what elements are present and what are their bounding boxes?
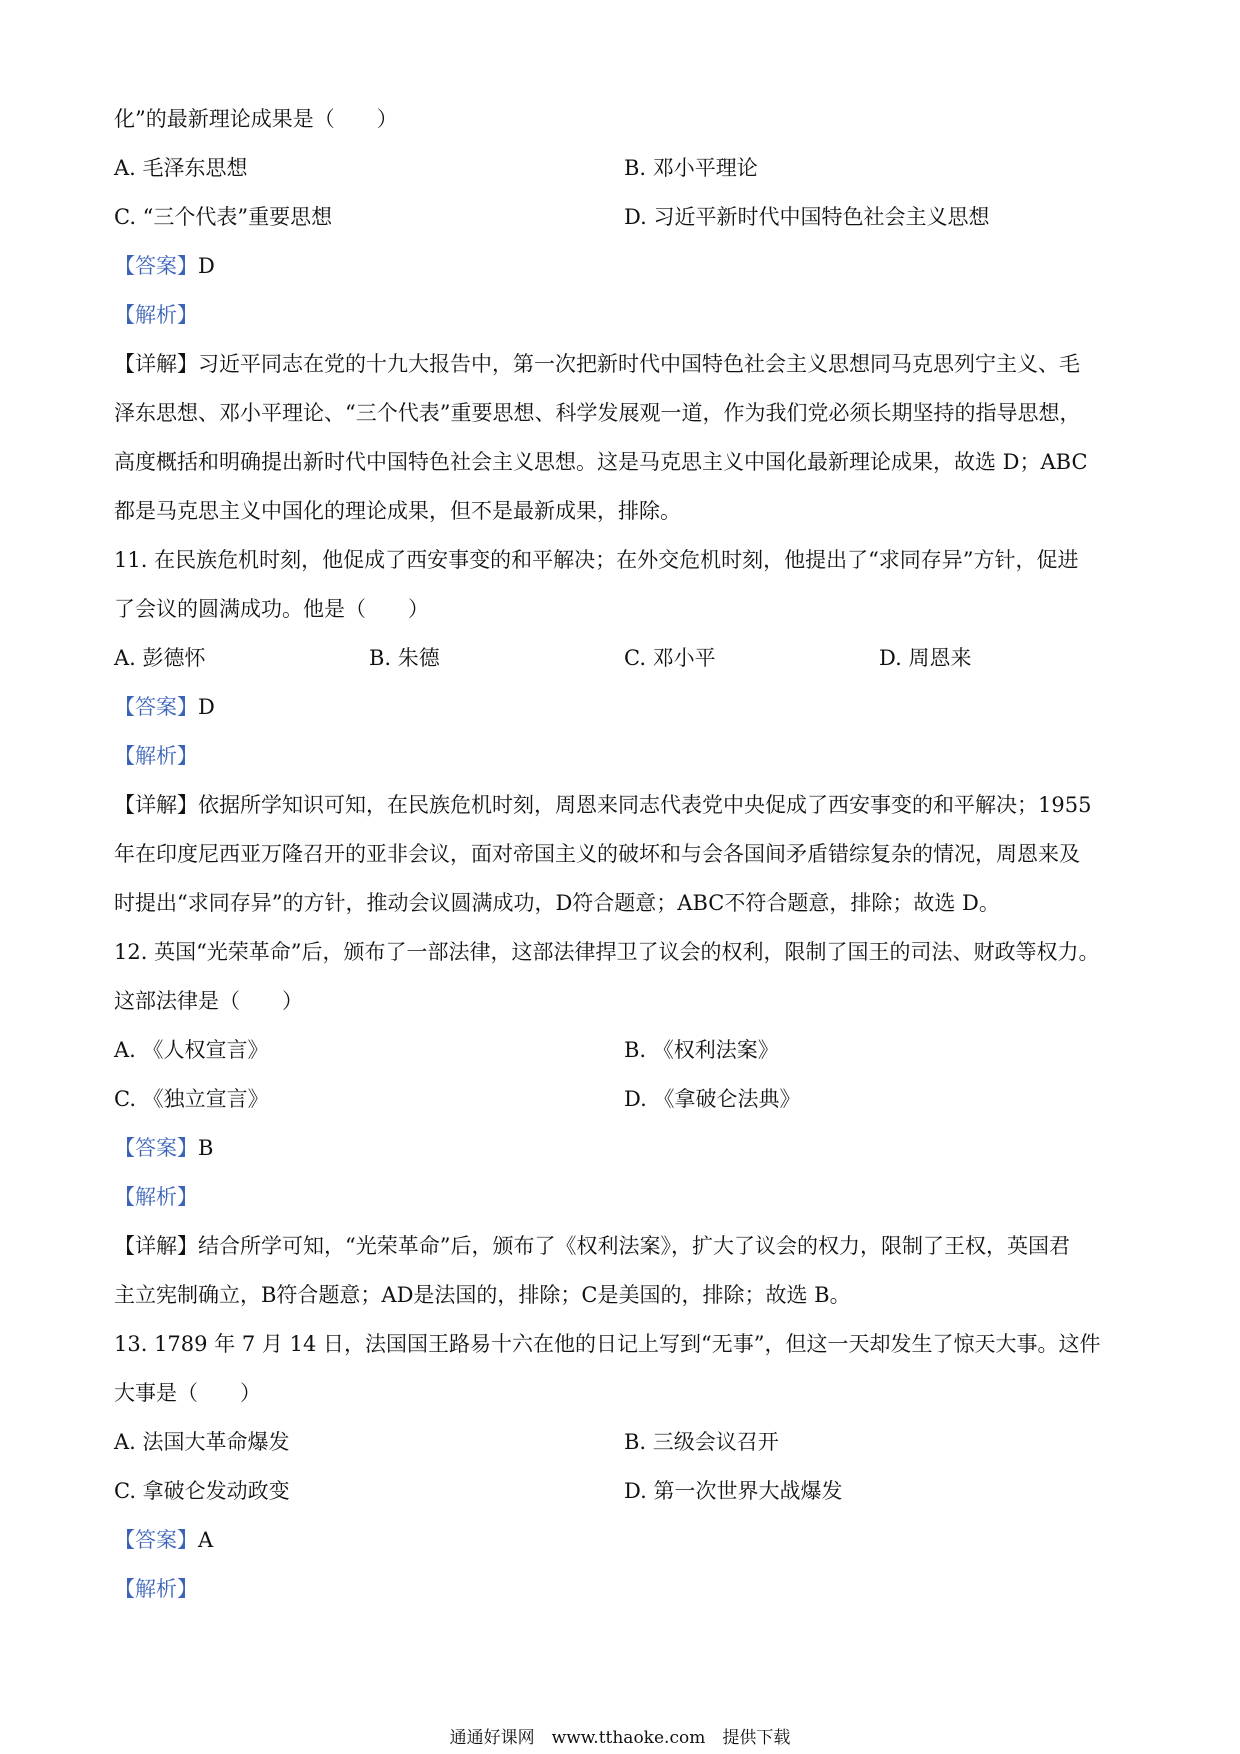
analysis-tag: 【解析】 — [114, 1577, 198, 1601]
q13-answer-value: A — [198, 1528, 214, 1552]
q11-answer-value: D — [198, 695, 215, 719]
q10-detail-line-1: 【详解】习近平同志在党的十九大报告中，第一次把新时代中国特色社会主义思想同马克思列宁主义、毛 — [114, 352, 1080, 376]
q10-analysis — [114, 300, 198, 330]
q13-option-b: B. 三级会议召开 — [624, 1430, 779, 1454]
answer-tag: 【答案】 — [114, 695, 198, 719]
q11-detail-line-2: 年在印度尼西亚万隆召开的亚非会议，面对帝国主义的破坏和与会各国间矛盾错综复杂的情况，周恩来及 — [114, 842, 1080, 866]
q12-detail-line-1: 【详解】结合所学可知，“光荣革命”后，颁布了《权利法案》，扩大了议会的权力，限制了王权，英国君 — [114, 1234, 1070, 1258]
q10-detail-line-4: 都是马克思主义中国化的理论成果，但不是最新成果，排除。 — [114, 499, 681, 523]
q11-option-a: A. 彭德怀 — [114, 646, 206, 670]
q11-detail-line-1: 【详解】依据所学知识可知，在民族危机时刻，周恩来同志代表党中央促成了西安事变的和平解决；1955 — [114, 793, 1092, 817]
q11-detail-line-3: 时提出“求同存异”的方针，推动会议圆满成功，D符合题意；ABC不符合题意，排除；故选 D。 — [114, 891, 1000, 915]
q10-detail-line-2: 泽东思想、邓小平理论、“三个代表”重要思想、科学发展观一道，作为我们党必须长期坚持的指导思想， — [114, 401, 1081, 425]
q13-option-c: C. 拿破仑发动政变 — [114, 1479, 290, 1503]
answer-tag: 【答案】 — [114, 254, 198, 278]
q10-option-a: A. 毛泽东思想 — [114, 156, 248, 180]
q12-stem-line-2: 这部法律是（ ） — [114, 989, 303, 1013]
q13-stem-line-2: 大事是（ ） — [114, 1381, 261, 1405]
q13-option-a: A. 法国大革命爆发 — [114, 1430, 290, 1454]
q11-option-b: B. 朱德 — [369, 646, 440, 670]
q13-option-d: D. 第一次世界大战爆发 — [624, 1479, 843, 1503]
q11-analysis — [114, 741, 198, 771]
detail-tag: 【详解】 — [114, 793, 198, 817]
q12-stem-line-1: 12. 英国“光荣革命”后，颁布了一部法律，这部法律捍卫了议会的权利，限制了国王的司法、财政等权力。 — [114, 940, 1100, 964]
q13-answer — [114, 1525, 213, 1555]
q11-stem-line-1: 11. 在民族危机时刻，他促成了西安事变的和平解决；在外交危机时刻，他提出了“求同存异”方针，促进 — [114, 548, 1079, 572]
q13-stem-line-1: 13. 1789 年 7 月 14 日，法国国王路易十六在他的日记上写到“无事”，但这一天却发生了惊天大事。这件 — [114, 1332, 1101, 1356]
q10-answer-value: D — [198, 254, 215, 278]
q12-option-c: C. 《独立宣言》 — [114, 1087, 269, 1111]
analysis-tag: 【解析】 — [114, 744, 198, 768]
q12-option-a: A. 《人权宣言》 — [114, 1038, 269, 1062]
q13-analysis — [114, 1574, 198, 1604]
q11-stem-line-2: 了会议的圆满成功。他是（ ） — [114, 597, 429, 621]
q11-option-d: D. 周恩来 — [879, 646, 972, 670]
analysis-tag: 【解析】 — [114, 1185, 198, 1209]
page-footer: 通通好课网 www.tthaoke.com 提供下载 — [449, 1728, 791, 1748]
q10-answer — [114, 251, 215, 281]
q12-answer-value: B — [198, 1136, 214, 1160]
answer-tag: 【答案】 — [114, 1136, 198, 1160]
q12-option-d: D. 《拿破仑法典》 — [624, 1087, 801, 1111]
q10-option-b: B. 邓小平理论 — [624, 156, 758, 180]
q12-option-b: B. 《权利法案》 — [624, 1038, 779, 1062]
q10-detail-line-3: 高度概括和明确提出新时代中国特色社会主义思想。这是马克思主义中国化最新理论成果，故选 D；ABC — [114, 450, 1088, 474]
answer-tag: 【答案】 — [114, 1528, 198, 1552]
q10-stem-tail: 化”的最新理论成果是（ ） — [114, 107, 398, 131]
q12-detail-line-2: 主立宪制确立，B符合题意；AD是法国的，排除；C是美国的，排除；故选 B。 — [114, 1283, 851, 1307]
q11-answer — [114, 692, 215, 722]
detail-tag: 【详解】 — [114, 352, 198, 376]
analysis-tag: 【解析】 — [114, 303, 198, 327]
q10-option-c: C. “三个代表”重要思想 — [114, 205, 333, 229]
q10-option-d: D. 习近平新时代中国特色社会主义思想 — [624, 205, 990, 229]
q12-analysis — [114, 1182, 198, 1212]
q12-answer — [114, 1133, 213, 1163]
detail-tag: 【详解】 — [114, 1234, 198, 1258]
q11-option-c: C. 邓小平 — [624, 646, 716, 670]
